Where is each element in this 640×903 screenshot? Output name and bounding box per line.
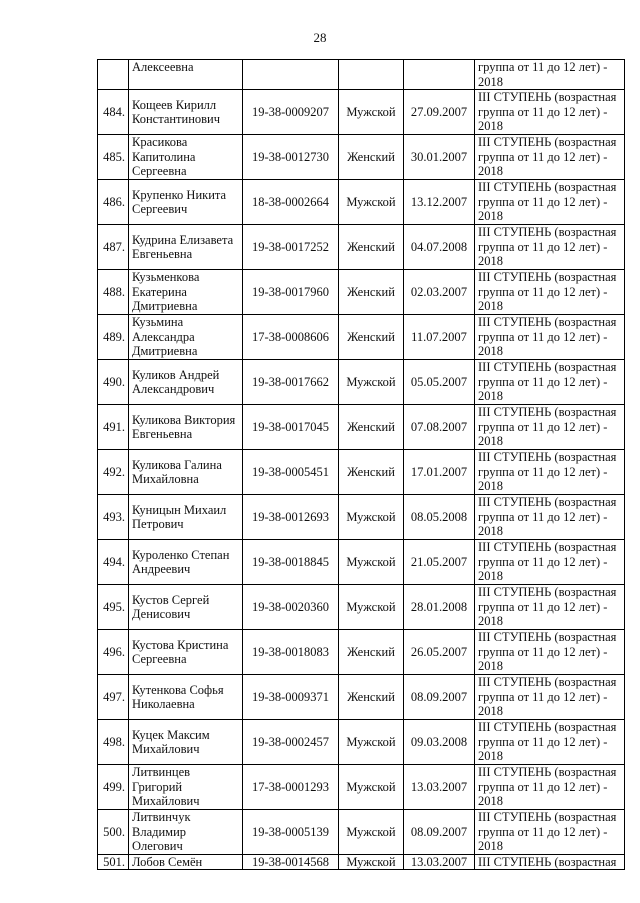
grade-cell [475,450,625,495]
sex-cell: Женский [339,270,404,315]
sex-cell: Мужской [339,360,404,405]
grade-year: 2018 [478,614,503,629]
grade-cell [475,315,625,360]
grade-text: III СТУПЕНЬ (возрастная группа от 11 до 12 лет) - [478,675,617,704]
row-number-cell: 493. [98,495,129,540]
name-cell: Кощеев Кирилл Константинович [129,90,243,135]
grade-cell: III СТУПЕНЬ (возрастная [475,855,625,870]
grade-cell [475,540,625,585]
row-number-cell: 497. [98,675,129,720]
row-number-cell [98,60,129,90]
id-cell: 17-38-0008606 [243,315,339,360]
row-number-cell: 486. [98,180,129,225]
birthdate-cell: 26.05.2007 [404,630,475,675]
page-number: 28 [313,30,327,45]
grade-text: III СТУПЕНЬ (возрастная группа от 11 до 12 лет) - [478,450,617,479]
id-cell: 19-38-0018845 [243,540,339,585]
id-cell: 19-38-0014568 [243,855,339,870]
sex-cell: Женский [339,630,404,675]
id-cell: 19-38-0017960 [243,270,339,315]
row-number-cell: 500. [98,810,129,855]
birthdate-cell: 08.09.2007 [404,675,475,720]
birthdate-cell: 07.08.2007 [404,405,475,450]
name-cell: Куроленко Степан Андреевич [129,540,243,585]
sex-cell: Мужской [339,90,404,135]
participants-table [97,59,625,870]
id-cell: 19-38-0012693 [243,495,339,540]
table-row [98,405,625,450]
grade-cell [475,405,625,450]
name-cell: Литвинцев Григорий Михайлович [129,765,243,810]
grade-text: III СТУПЕНЬ (возрастная группа от 11 до 12 лет) - [478,270,617,299]
grade-year: 2018 [478,839,503,854]
sex-cell: Мужской [339,540,404,585]
name-cell: Лобов Семён [129,855,243,870]
birthdate-cell: 02.03.2007 [404,270,475,315]
table-row [98,765,625,810]
grade-text: группа от 11 до 12 лет) - [478,60,608,74]
grade-year: 2018 [478,74,503,89]
id-cell: 17-38-0001293 [243,765,339,810]
name-cell: Куликова Виктория Евгеньевна [129,405,243,450]
birthdate-cell: 27.09.2007 [404,90,475,135]
row-number-cell: 484. [98,90,129,135]
grade-cell [475,360,625,405]
row-number-cell: 495. [98,585,129,630]
table-row [98,315,625,360]
grade-cell [475,60,625,90]
grade-year: 2018 [478,704,503,719]
id-cell: 19-38-0005451 [243,450,339,495]
id-cell: 18-38-0002664 [243,180,339,225]
birthdate-cell: 13.03.2007 [404,855,475,870]
sex-cell: Мужской [339,810,404,855]
sex-cell [339,60,404,90]
id-cell: 19-38-0009207 [243,90,339,135]
grade-year: 2018 [478,164,503,179]
grade-cell [475,585,625,630]
row-number-cell: 501. [98,855,129,870]
table-row-continued [98,60,625,90]
grade-text: III СТУПЕНЬ (возрастная группа от 11 до 12 лет) - [478,360,617,389]
table-row [98,810,625,855]
table-row [98,630,625,675]
birthdate-cell: 28.01.2008 [404,585,475,630]
row-number-cell: 494. [98,540,129,585]
grade-cell [475,630,625,675]
grade-text: III СТУПЕНЬ (возрастная группа от 11 до 12 лет) - [478,540,617,569]
table-row [98,450,625,495]
sex-cell: Женский [339,315,404,360]
name-cell: Кустова Кристина Сергеевна [129,630,243,675]
row-number-cell: 488. [98,270,129,315]
table-row [98,90,625,135]
grade-year: 2018 [478,524,503,539]
grade-year: 2018 [478,299,503,314]
participants-table-body [98,60,625,870]
name-cell: Алексеевна [129,60,243,90]
row-number-cell: 492. [98,450,129,495]
grade-text: III СТУПЕНЬ (возрастная группа от 11 до 12 лет) - [478,765,617,794]
name-cell: Кузьмина Александра Дмитриевна [129,315,243,360]
name-cell: Куцек Максим Михайлович [129,720,243,765]
grade-year: 2018 [478,659,503,674]
grade-text: III СТУПЕНЬ (возрастная группа от 11 до 12 лет) - [478,180,617,209]
birthdate-cell: 30.01.2007 [404,135,475,180]
row-number-cell: 485. [98,135,129,180]
id-cell: 19-38-0018083 [243,630,339,675]
birthdate-cell: 21.05.2007 [404,540,475,585]
birthdate-cell [404,60,475,90]
grade-cell [475,675,625,720]
id-cell: 19-38-0005139 [243,810,339,855]
table-row-partial [98,855,625,870]
row-number-cell: 490. [98,360,129,405]
sex-cell: Мужской [339,855,404,870]
table-row [98,225,625,270]
grade-year: 2018 [478,794,503,809]
row-number-cell: 487. [98,225,129,270]
name-cell: Крупенко Никита Сергеевич [129,180,243,225]
id-cell: 19-38-0017662 [243,360,339,405]
table-row [98,675,625,720]
table-row [98,360,625,405]
birthdate-cell: 05.05.2007 [404,360,475,405]
grade-text: III СТУПЕНЬ (возрастная группа от 11 до 12 лет) - [478,405,617,434]
birthdate-cell: 08.05.2008 [404,495,475,540]
id-cell [243,60,339,90]
row-number-cell: 496. [98,630,129,675]
birthdate-cell: 17.01.2007 [404,450,475,495]
grade-year: 2018 [478,749,503,764]
grade-text: III СТУПЕНЬ (возрастная группа от 11 до 12 лет) - [478,135,617,164]
name-cell: Куликова Галина Михайловна [129,450,243,495]
id-cell: 19-38-0012730 [243,135,339,180]
grade-text: III СТУПЕНЬ (возрастная группа от 11 до 12 лет) - [478,810,617,839]
name-cell: Литвинчук Владимир Олегович [129,810,243,855]
birthdate-cell: 13.12.2007 [404,180,475,225]
sex-cell: Мужской [339,720,404,765]
name-cell: Кузьменкова Екатерина Дмитриевна [129,270,243,315]
grade-text: III СТУПЕНЬ (возрастная группа от 11 до 12 лет) - [478,225,617,254]
birthdate-cell: 08.09.2007 [404,810,475,855]
grade-cell [475,135,625,180]
grade-year: 2018 [478,479,503,494]
grade-cell [475,495,625,540]
table-row [98,540,625,585]
grade-year: 2018 [478,434,503,449]
name-cell: Кустов Сергей Денисович [129,585,243,630]
grade-text: III СТУПЕНЬ (возрастная группа от 11 до 12 лет) - [478,90,617,119]
id-cell: 19-38-0017252 [243,225,339,270]
row-number-cell: 489. [98,315,129,360]
grade-year: 2018 [478,209,503,224]
table-row [98,135,625,180]
grade-cell [475,270,625,315]
grade-year: 2018 [478,254,503,269]
row-number-cell: 498. [98,720,129,765]
grade-cell [475,810,625,855]
id-cell: 19-38-0002457 [243,720,339,765]
grade-text: III СТУПЕНЬ (возрастная группа от 11 до 12 лет) - [478,630,617,659]
grade-text: III СТУПЕНЬ (возрастная группа от 11 до 12 лет) - [478,720,617,749]
grade-cell [475,90,625,135]
sex-cell: Женский [339,450,404,495]
grade-year: 2018 [478,569,503,584]
grade-year: 2018 [478,119,503,134]
row-number-cell: 491. [98,405,129,450]
birthdate-cell: 13.03.2007 [404,765,475,810]
name-cell: Кутенкова Софья Николаевна [129,675,243,720]
grade-year: 2018 [478,344,503,359]
table-row [98,585,625,630]
table-row [98,720,625,765]
name-cell: Кудрина Елизавета Евгеньевна [129,225,243,270]
name-cell: Куликов Андрей Александрович [129,360,243,405]
id-cell: 19-38-0020360 [243,585,339,630]
name-cell: Куницын Михаил Петрович [129,495,243,540]
grade-text: III СТУПЕНЬ (возрастная группа от 11 до 12 лет) - [478,315,617,344]
sex-cell: Женский [339,405,404,450]
grade-text: III СТУПЕНЬ (возрастная группа от 11 до 12 лет) - [478,495,617,524]
sex-cell: Женский [339,135,404,180]
table-row [98,180,625,225]
grade-cell [475,180,625,225]
grade-text: III СТУПЕНЬ (возрастная группа от 11 до 12 лет) - [478,585,617,614]
grade-cell [475,765,625,810]
sex-cell: Мужской [339,765,404,810]
sex-cell: Мужской [339,585,404,630]
sex-cell: Женский [339,225,404,270]
name-cell: Красикова Капитолина Сергеевна [129,135,243,180]
grade-cell [475,720,625,765]
id-cell: 19-38-0017045 [243,405,339,450]
row-number-cell: 499. [98,765,129,810]
id-cell: 19-38-0009371 [243,675,339,720]
birthdate-cell: 09.03.2008 [404,720,475,765]
grade-year: 2018 [478,389,503,404]
birthdate-cell: 04.07.2008 [404,225,475,270]
sex-cell: Женский [339,675,404,720]
sex-cell: Мужской [339,495,404,540]
birthdate-cell: 11.07.2007 [404,315,475,360]
table-row [98,495,625,540]
table-row [98,270,625,315]
grade-cell [475,225,625,270]
sex-cell: Мужской [339,180,404,225]
